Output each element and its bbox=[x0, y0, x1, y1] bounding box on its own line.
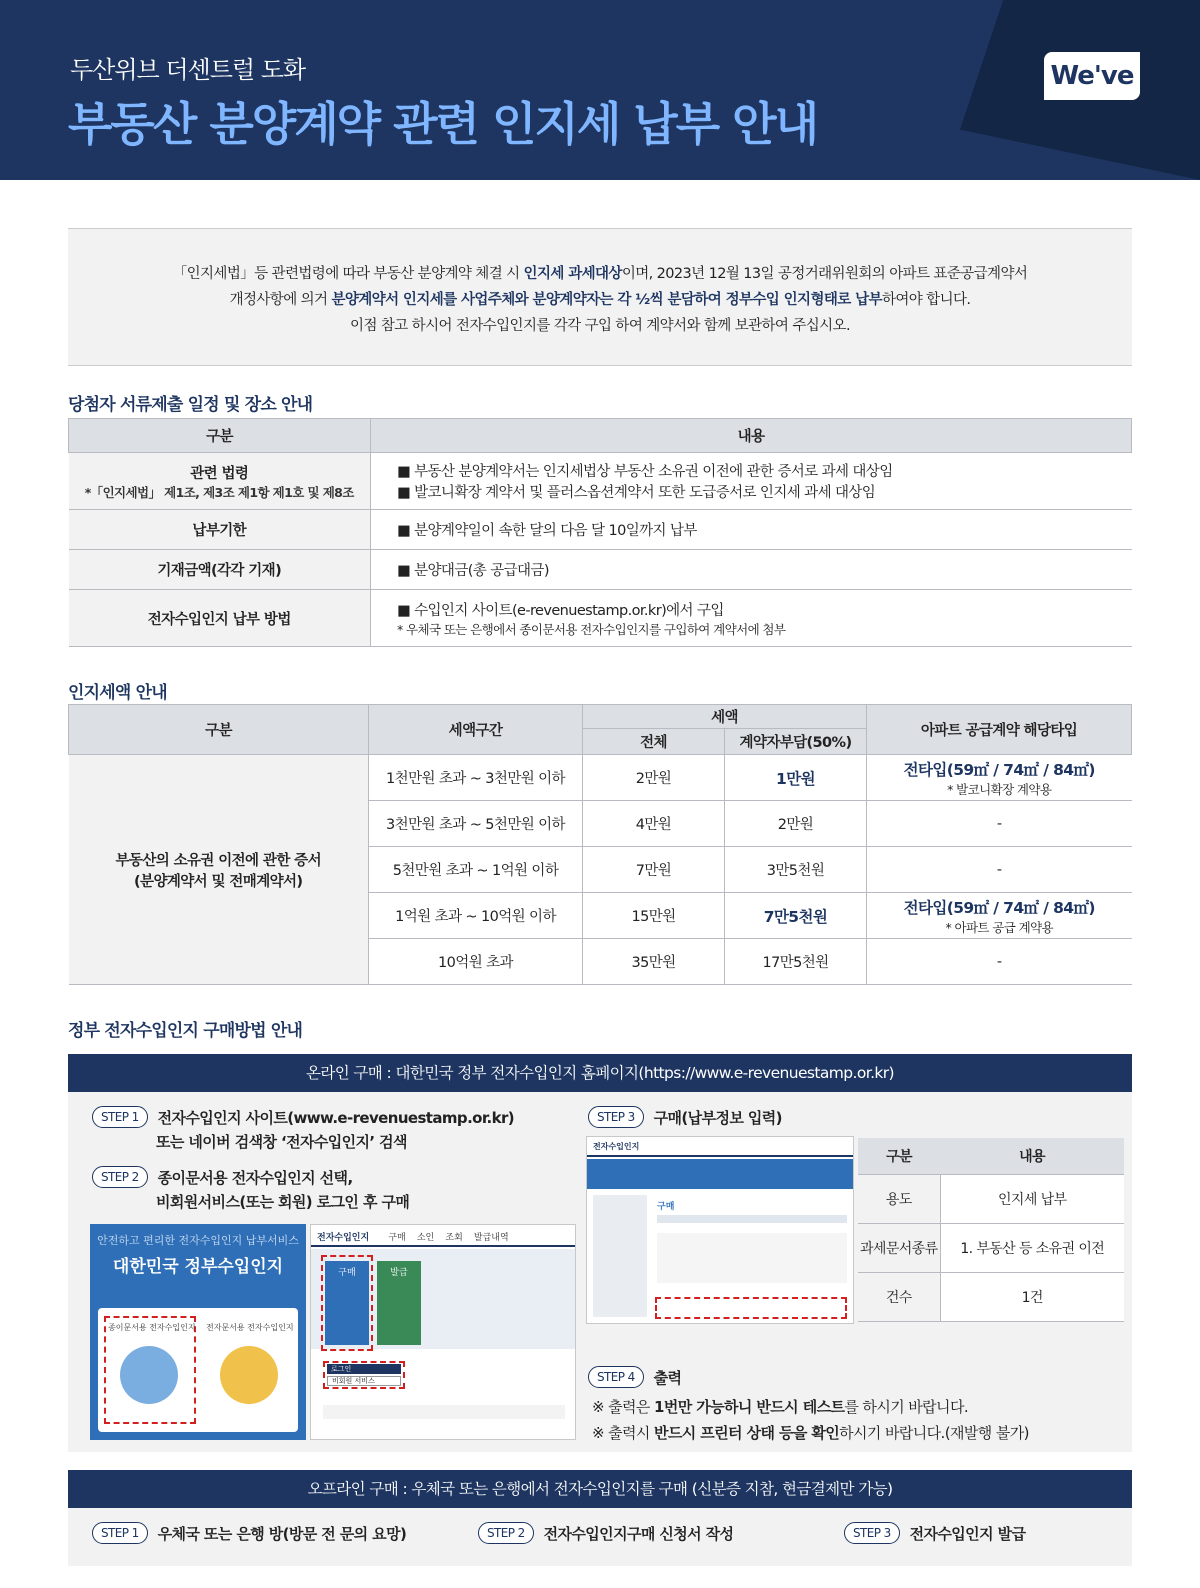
shot-electronic-label: 전자문서용 전자수입인지 bbox=[206, 1323, 294, 1332]
cell-total: 7만원 bbox=[583, 847, 725, 893]
cell-type: - bbox=[867, 939, 1132, 985]
print-warning bbox=[592, 1394, 1029, 1446]
st3-value: 1. 부동산 등 소유권 이전 bbox=[940, 1223, 1124, 1272]
col-header-gubun: 구분 bbox=[69, 419, 371, 453]
step2-block bbox=[92, 1166, 409, 1214]
documents-table bbox=[68, 418, 1132, 647]
shot-buy-tile: 구매 bbox=[325, 1261, 369, 1345]
cell-range: 5천만원 초과 ~ 1억원 이하 bbox=[369, 847, 583, 893]
col-header-range: 세액구간 bbox=[369, 705, 583, 755]
step4-badge: STEP 4 bbox=[588, 1366, 644, 1388]
step2-text-2: 비회원서비스(또는 회원) 로그인 후 구매 bbox=[156, 1193, 410, 1211]
row-label: 기재금액(각각 기재) bbox=[69, 550, 371, 590]
paper-stamp-icon bbox=[120, 1346, 178, 1404]
shot-issue-tile: 발급 bbox=[377, 1261, 421, 1345]
offline-step2 bbox=[478, 1522, 733, 1544]
shot-form-hero bbox=[587, 1159, 854, 1189]
offline-step2-badge: STEP 2 bbox=[478, 1522, 534, 1544]
offline-step3-badge: STEP 3 bbox=[844, 1522, 900, 1544]
table-row bbox=[858, 1272, 1124, 1321]
shot-site-logo: 전자수입인지 bbox=[317, 1233, 370, 1243]
shot-menu-item: 조회 bbox=[445, 1233, 463, 1243]
step2-badge: STEP 2 bbox=[92, 1166, 148, 1188]
tax-table bbox=[68, 704, 1132, 985]
row-group-label: 부동산의 소유권 이전에 관한 증서 (분양계약서 및 전매계약서) bbox=[69, 755, 369, 985]
offline-purchase-bar: 오프라인 구매 : 우체국 또는 은행에서 전자수입인지를 구매 (신분증 지참, 현금결제만 가능) bbox=[68, 1470, 1132, 1508]
shot-menu-item: 발급내역 bbox=[473, 1233, 509, 1243]
st3-label: 건수 bbox=[858, 1272, 940, 1321]
shot-partner-strip bbox=[323, 1405, 565, 1419]
offline-step1-text: 우체국 또는 은행 방(방문 전 문의 요망) bbox=[157, 1525, 407, 1543]
row-value: ■ 수입인지 사이트(e-revenuestamp.or.kr)에서 구입 * 우체국 또는 은행에서 종이문서용 전자수입인지를 구입하여 계약서에 첨부 bbox=[371, 590, 1132, 647]
offline-step1-badge: STEP 1 bbox=[92, 1522, 148, 1544]
cell-total: 2만원 bbox=[583, 755, 725, 801]
shot-form-logo: 전자수입인지 bbox=[587, 1137, 853, 1157]
table-row bbox=[858, 1223, 1124, 1272]
offline-step3-text: 전자수입인지 발급 bbox=[909, 1525, 1026, 1543]
col-header-type: 아파트 공급계약 해당타입 bbox=[867, 705, 1132, 755]
cell-total: 4만원 bbox=[583, 801, 725, 847]
row-value: ■ 분양대금(총 공급대금) bbox=[371, 550, 1132, 590]
step3-badge: STEP 3 bbox=[588, 1106, 644, 1128]
col-header-total: 전체 bbox=[583, 729, 725, 755]
col-header-tax: 세액 bbox=[583, 705, 867, 729]
shot-blue-title: 대한민국 정부수입인지 bbox=[112, 1257, 284, 1277]
step3-info-table bbox=[858, 1138, 1124, 1322]
cell-half: 3만5천원 bbox=[725, 847, 867, 893]
shot-form-text bbox=[657, 1233, 847, 1283]
section-title-purchase: 정부 전자수입인지 구매방법 안내 bbox=[68, 1021, 303, 1041]
cell-range: 10억원 초과 bbox=[369, 939, 583, 985]
st3-value: 인지세 납부 bbox=[940, 1174, 1124, 1223]
table-row bbox=[69, 550, 1132, 590]
electronic-stamp-icon bbox=[220, 1346, 278, 1404]
step1-text-2: 또는 네이버 검색창 ‘전자수입인지’ 검색 bbox=[156, 1133, 407, 1151]
cell-half: 2만원 bbox=[725, 801, 867, 847]
cell-range: 1천만원 초과 ~ 3천만원 이하 bbox=[369, 755, 583, 801]
cell-range: 3천만원 초과 ~ 5천만원 이하 bbox=[369, 801, 583, 847]
header-banner bbox=[0, 0, 1200, 180]
screenshot-payment-form bbox=[586, 1136, 854, 1324]
row-value: ■ 분양계약일이 속한 달의 다음 달 10일까지 납부 bbox=[371, 510, 1132, 550]
col-header-half: 계약자부담(50%) bbox=[725, 729, 867, 755]
offline-step3 bbox=[844, 1522, 1025, 1544]
brand-logo: We've bbox=[1044, 52, 1140, 100]
step2-text: 종이문서용 전자수입인지 선택, bbox=[157, 1169, 353, 1187]
screenshot-stamp-home bbox=[90, 1224, 306, 1440]
cell-total: 35만원 bbox=[583, 939, 725, 985]
offline-step2-text: 전자수입인지구매 신청서 작성 bbox=[543, 1525, 734, 1543]
st3-header-gubun: 구분 bbox=[858, 1138, 940, 1174]
section-title-tax: 인지세액 안내 bbox=[68, 683, 167, 703]
cell-half: 17만5천원 bbox=[725, 939, 867, 985]
shot-form-progress bbox=[657, 1215, 847, 1223]
intro-line-1: 「인지세법」등 관련법령에 따라 부동산 분양계약 체결 시 인지세 과세대상이며, 2023년 12월 13일 공정거래위원회의 아파트 표준공급계약서 bbox=[172, 266, 1028, 282]
col-header-gubun: 구분 bbox=[69, 705, 369, 755]
step3-block bbox=[588, 1106, 782, 1130]
table-row bbox=[69, 453, 1132, 510]
shot-blue-cards bbox=[98, 1308, 298, 1432]
shot-menu-item: 구매 bbox=[388, 1233, 406, 1243]
step1-badge: STEP 1 bbox=[92, 1106, 148, 1128]
highlight-payment-info bbox=[655, 1297, 847, 1319]
shot-login-button: 로그인 bbox=[327, 1364, 401, 1374]
shot-form-title: 구매 bbox=[657, 1202, 675, 1212]
row-label: 관련 법령 *「인지세법」 제1조, 제3조 제1항 제1호 및 제8조 bbox=[69, 453, 371, 510]
shot-form-sidebar bbox=[593, 1195, 647, 1317]
shot-paper-label: 종이문서용 전자수입인지 bbox=[108, 1323, 196, 1332]
section-title-documents: 당첨자 서류제출 일정 및 장소 안내 bbox=[68, 395, 313, 415]
intro-line-2: 개정사항에 의거 분양계약서 인지세를 사업주체와 분양계약자는 각 ½씩 분담하여 정부수입 인지형태로 납부하여야 합니다. bbox=[229, 292, 971, 308]
offline-step1 bbox=[92, 1522, 406, 1544]
cell-half: 1만원 bbox=[725, 755, 867, 801]
cell-type: 전타입(59㎡ / 74㎡ / 84㎡) * 아파트 공급 계약용 bbox=[867, 893, 1132, 939]
row-label: 납부기한 bbox=[69, 510, 371, 550]
header-subtitle: 두산위브 더센트럴 도화 bbox=[70, 56, 306, 84]
shot-guest-button: 비회원 서비스 bbox=[327, 1376, 401, 1386]
cell-half: 7만5천원 bbox=[725, 893, 867, 939]
step4-block bbox=[588, 1366, 681, 1390]
cell-type: - bbox=[867, 801, 1132, 847]
table-row bbox=[69, 510, 1132, 550]
page-title: 부동산 분양계약 관련 인지세 납부 안내 bbox=[68, 97, 818, 151]
online-purchase-bar: 온라인 구매 : 대한민국 정부 전자수입인지 홈페이지(https://www.e-revenuestamp.or.kr) bbox=[68, 1054, 1132, 1092]
row-label: 전자수입인지 납부 방법 bbox=[69, 590, 371, 647]
cell-type: - bbox=[867, 847, 1132, 893]
shot-menu-item: 소인 bbox=[416, 1233, 435, 1243]
shot-blue-caption: 안전하고 편리한 전자수입인지 납부서비스 bbox=[97, 1234, 299, 1247]
step4-text: 출력 bbox=[653, 1369, 682, 1387]
warning-line-2: ※ 출력시 반드시 프린터 상태 등을 확인하시기 바랍니다.(재발행 불가) bbox=[592, 1424, 1029, 1442]
step1-text: 전자수입인지 사이트(www.e-revenuestamp.or.kr) bbox=[157, 1109, 515, 1127]
intro-line-3: 이점 참고 하시어 전자수입인지를 각각 구입 하여 계약서와 함께 보관하여 주십시오. bbox=[350, 318, 850, 334]
table-row bbox=[69, 755, 1132, 801]
warning-line-1: ※ 출력은 1번만 가능하니 반드시 테스트를 하시기 바랍니다. bbox=[592, 1398, 969, 1416]
st3-label: 과세문서종류 bbox=[858, 1223, 940, 1272]
step1-block bbox=[92, 1106, 514, 1154]
shot-site-nav bbox=[311, 1225, 575, 1247]
col-header-content: 내용 bbox=[371, 419, 1132, 453]
st3-header-content: 내용 bbox=[940, 1138, 1124, 1174]
table-row bbox=[858, 1174, 1124, 1223]
cell-total: 15만원 bbox=[583, 893, 725, 939]
cell-range: 1억원 초과 ~ 10억원 이하 bbox=[369, 893, 583, 939]
table-row bbox=[69, 590, 1132, 647]
step3-text: 구매(납부정보 입력) bbox=[653, 1109, 782, 1127]
row-value: ■ 부동산 분양계약서는 인지세법상 부동산 소유권 이전에 관한 증서로 과세 대상임 ■ 발코니확장 계약서 및 플러스옵션계약서 또한 도급증서로 인지세 과세 대상임 bbox=[371, 453, 1132, 510]
screenshot-stamp-site bbox=[310, 1224, 576, 1440]
st3-value: 1건 bbox=[940, 1272, 1124, 1321]
intro-notice bbox=[68, 228, 1132, 366]
cell-type: 전타입(59㎡ / 74㎡ / 84㎡) * 발코니확장 계약용 bbox=[867, 755, 1132, 801]
st3-label: 용도 bbox=[858, 1174, 940, 1223]
